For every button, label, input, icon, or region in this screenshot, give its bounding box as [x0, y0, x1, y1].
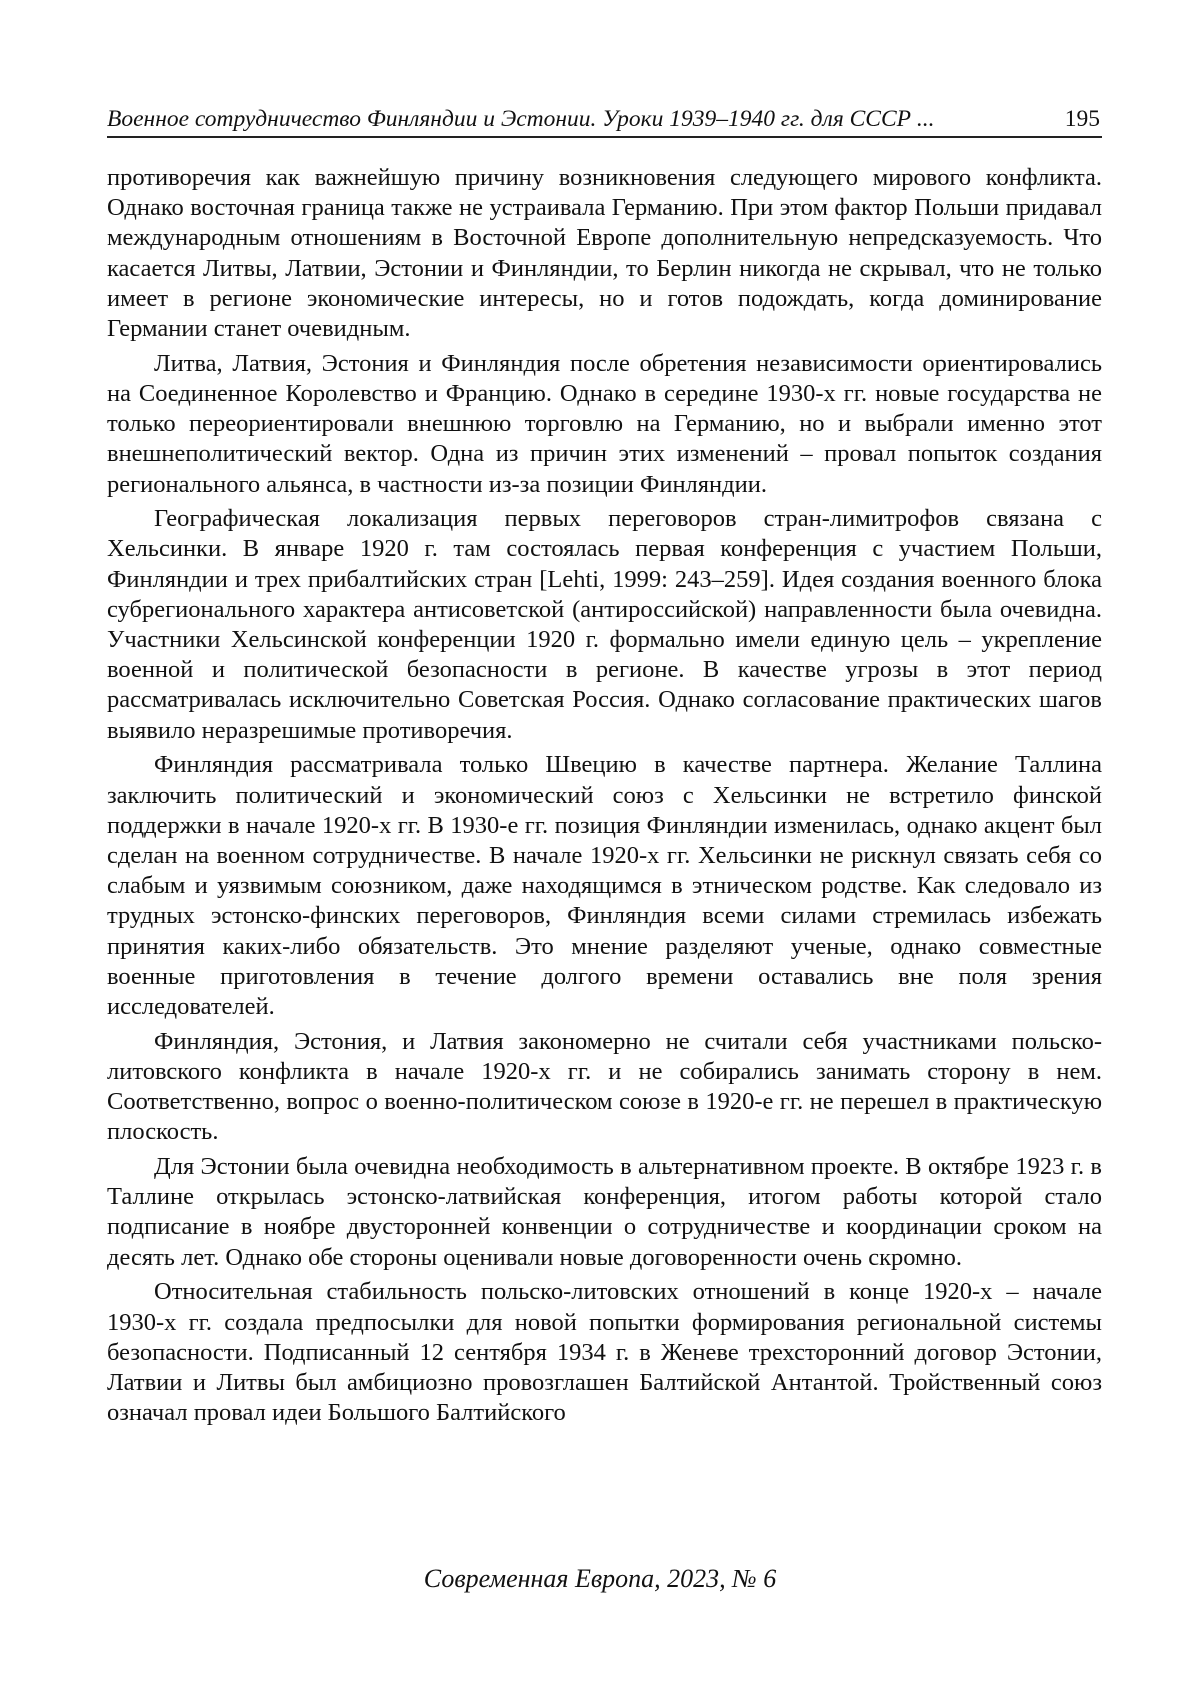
running-title: Военное сотрудничество Финляндии и Эстонии. Уроки 1939–1940 гг. для СССР ... — [107, 106, 935, 132]
paragraph: Для Эстонии была очевидна необходимость в альтернативном проекте. В октябре 1923 г. в Таллине открылась эстонско-латвийская конференция, итогом работы которой стало подписание в ноябре двусторонней конвенции о сотрудничестве и координации сроком на десять лет. Однако обе стороны оценивали новые договоренности очень скромно. — [107, 1153, 1102, 1271]
paragraph: Финляндия, Эстония, и Латвия закономерно не считали себя участниками польско-литовского конфликта в начале 1920-х гг. и не собирались занимать сторону в нем. Соответственно, вопрос о военно-политическом союзе в 1920-е гг. не перешел в практическую плоскость. — [107, 1027, 1102, 1146]
article-body — [107, 163, 1102, 1433]
paragraph: Финляндия рассматривала только Швецию в качестве партнера. Желание Таллина заключить политический и экономический союз с Хельсинки не встретило финской поддержки в начале 1920-х гг. В 1930-е гг. позиция Финляндии изменилась, однако акцент был сделан на военном сотрудничестве. В начале 1920-х гг. Хельсинки не рискнул связать себя со слабым и уязвимым союзником, даже находящимся в этническом родстве. Как следовало из трудных эстонско-финских переговоров, Финляндия всеми силами стремилась избежать принятия каких-либо обязательств. Это мнение разделяют ученые, однако совместные военные приготовления в течение долгого времени оставались вне поля зрения исследователей. — [107, 751, 1102, 1020]
paragraph: Относительная стабильность польско-литовских отношений в конце 1920-х – начале 1930-х гг. создала предпосылки для новой попытки формирования региональной системы безопасности. Подписанный 12 сентября 1934 г. в Женеве трехсторонний договор Эстонии, Латвии и Литвы был амбициозно провозглашен Балтийской Антантой. Тройственный союз означал провал идеи Большого Балтийского — [107, 1278, 1102, 1427]
page-number: 195 — [1064, 106, 1100, 132]
running-header — [107, 104, 1102, 138]
journal-footer: Современная Европа, 2023, № 6 — [423, 1564, 777, 1593]
paragraph: Географическая локализация первых переговоров стран-лимитрофов связана с Хельсинки. В январе 1920 г. там состоялась первая конференция с участием Польши, Финляндии и трех прибалтийских стран [Lehti, 1999: 243–259]. Идея создания военного блока субрегионального характера антисоветской (антироссийской) направленности была очевидна. Участники Хельсинской конференции 1920 г. формально имели единую цель – укрепление военной и политической безопасности в регионе. В качестве угрозы в этот период рассматривалась исключительно Советская Россия. Однако согласование практических шагов выявило неразрешимые противоречия. — [107, 505, 1102, 744]
paragraph: противоречия как важнейшую причину возникновения следующего мирового конфликта. Однако восточная граница также не устраивала Германию. При этом фактор Польши придавал международным отношениям в Восточной Европе дополнительную непредсказуемость. Что касается Литвы, Латвии, Эстонии и Финляндии, то Берлин никогда не скрывал, что не только имеет в регионе экономические интересы, но и готов подождать, когда доминирование Германии станет очевидным. — [107, 164, 1102, 343]
paragraph: Литва, Латвия, Эстония и Финляндия после обретения независимости ориентировались на Соединенное Королевство и Францию. Однако в середине 1930-х гг. новые государства не только переориентировали внешнюю торговлю на Германию, но и выбрали именно этот внешнеполитический вектор. Одна из причин этих изменений – провал попыток создания регионального альянса, в частности из-за позиции Финляндии. — [107, 349, 1102, 498]
